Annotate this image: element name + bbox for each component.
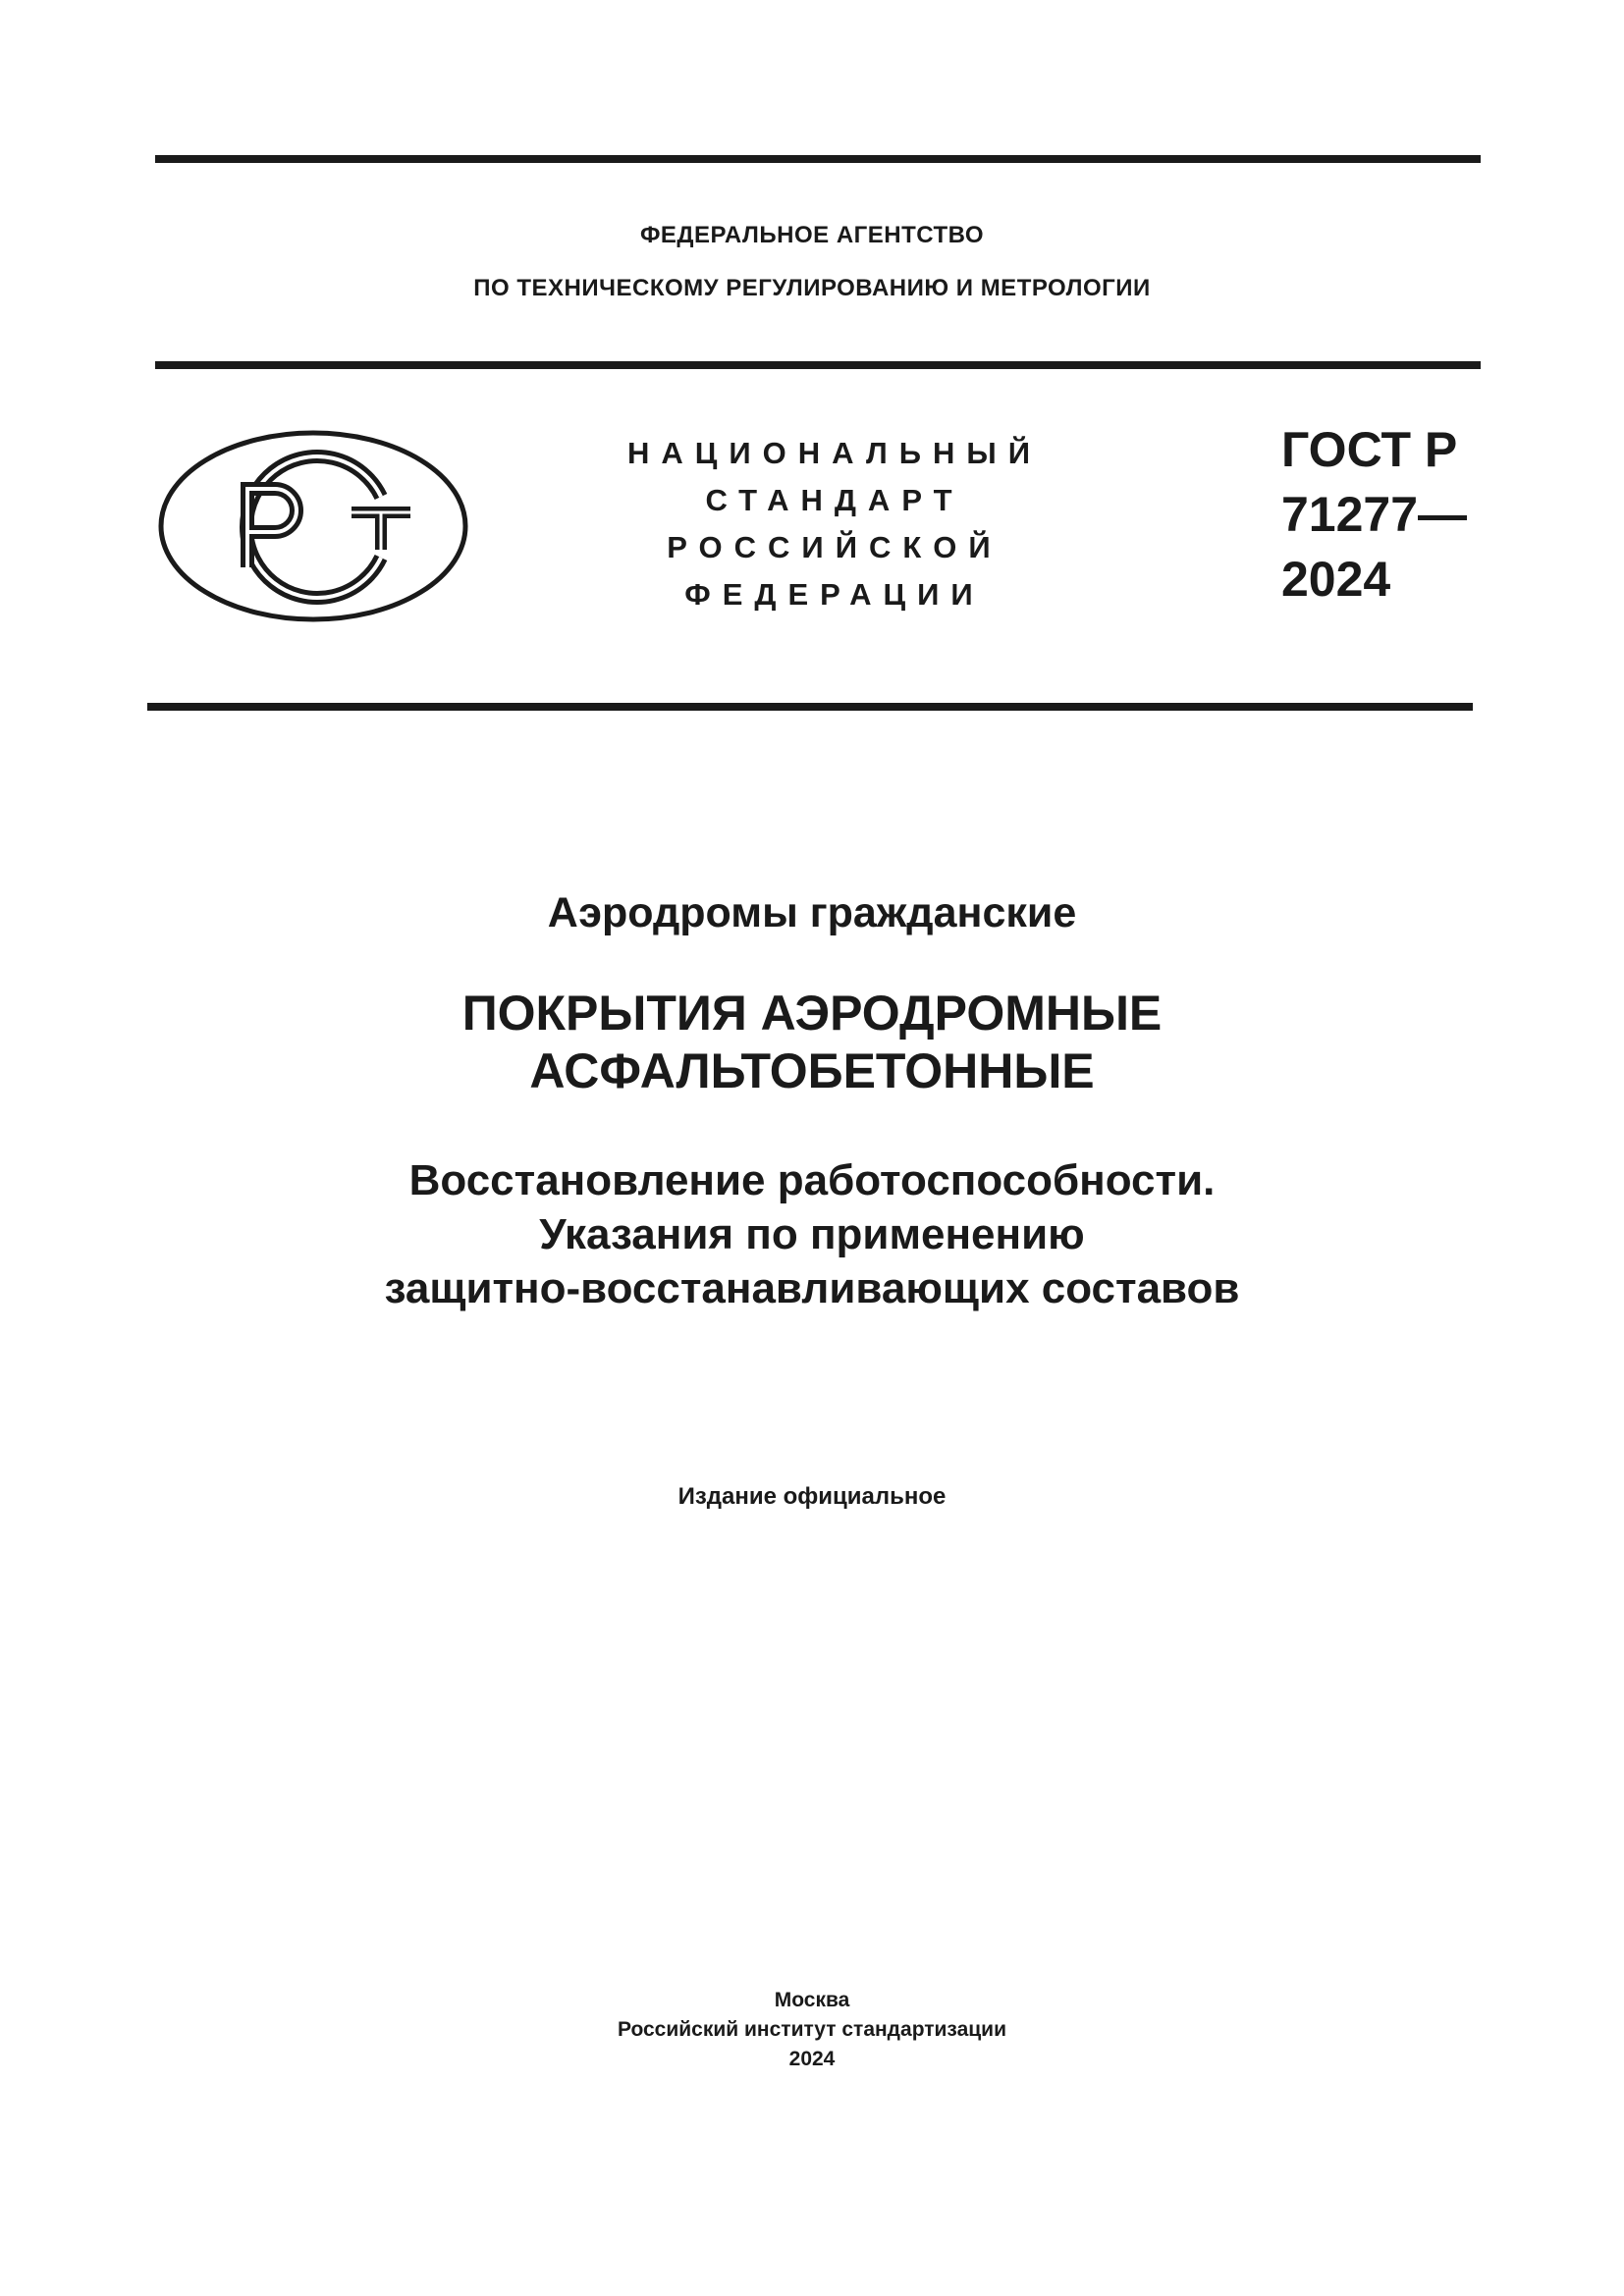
title-block-rule xyxy=(147,703,1473,711)
document-subtitle-line-2: Указания по применению xyxy=(539,1210,1085,1258)
standard-type-line-2: СТАНДАРТ xyxy=(705,483,964,517)
standard-type-line-4: ФЕДЕРАЦИИ xyxy=(684,577,985,612)
agency-line-2: ПО ТЕХНИЧЕСКОМУ РЕГУЛИРОВАНИЮ И МЕТРОЛОГИИ xyxy=(473,275,1151,301)
standard-number-line-1: ГОСТ Р xyxy=(1281,422,1458,477)
header-rule xyxy=(155,361,1481,369)
imprint-publisher: Российский институт стандартизации xyxy=(617,2018,1007,2041)
standard-number-line-2: 71277— xyxy=(1281,487,1468,542)
document-title-line-1: ПОКРЫТИЯ АЭРОДРОМНЫЕ xyxy=(461,986,1163,1041)
standard-number xyxy=(1281,417,1467,612)
standard-type-line-1: НАЦИОНАЛЬНЫЙ xyxy=(626,436,1043,470)
document-subject: Аэродромы гражданские xyxy=(547,889,1077,936)
document-subtitle-line-3: защитно-восстанавливающих составов xyxy=(384,1264,1240,1312)
document-subtitle xyxy=(0,1153,1624,1315)
rst-logo-icon xyxy=(157,428,469,624)
document-title-line-2: АСФАЛЬТОБЕТОННЫЕ xyxy=(529,1043,1095,1098)
standard-number-line-3: 2024 xyxy=(1281,552,1391,607)
top-rule xyxy=(155,155,1481,163)
document-title xyxy=(0,985,1624,1100)
imprint xyxy=(0,1986,1624,2074)
rst-certification-logo xyxy=(157,428,469,624)
document-subtitle-line-1: Восстановление работоспособности. xyxy=(408,1156,1216,1204)
imprint-year: 2024 xyxy=(788,2048,836,2070)
agency-header xyxy=(0,209,1624,315)
imprint-city: Москва xyxy=(774,1989,850,2011)
agency-line-1: ФЕДЕРАЛЬНОЕ АГЕНТСТВО xyxy=(639,222,985,248)
standard-type-line-3: РОССИЙСКОЙ xyxy=(667,530,1002,564)
edition-label: Издание официальное xyxy=(677,1483,947,1510)
standard-type xyxy=(589,430,1080,618)
